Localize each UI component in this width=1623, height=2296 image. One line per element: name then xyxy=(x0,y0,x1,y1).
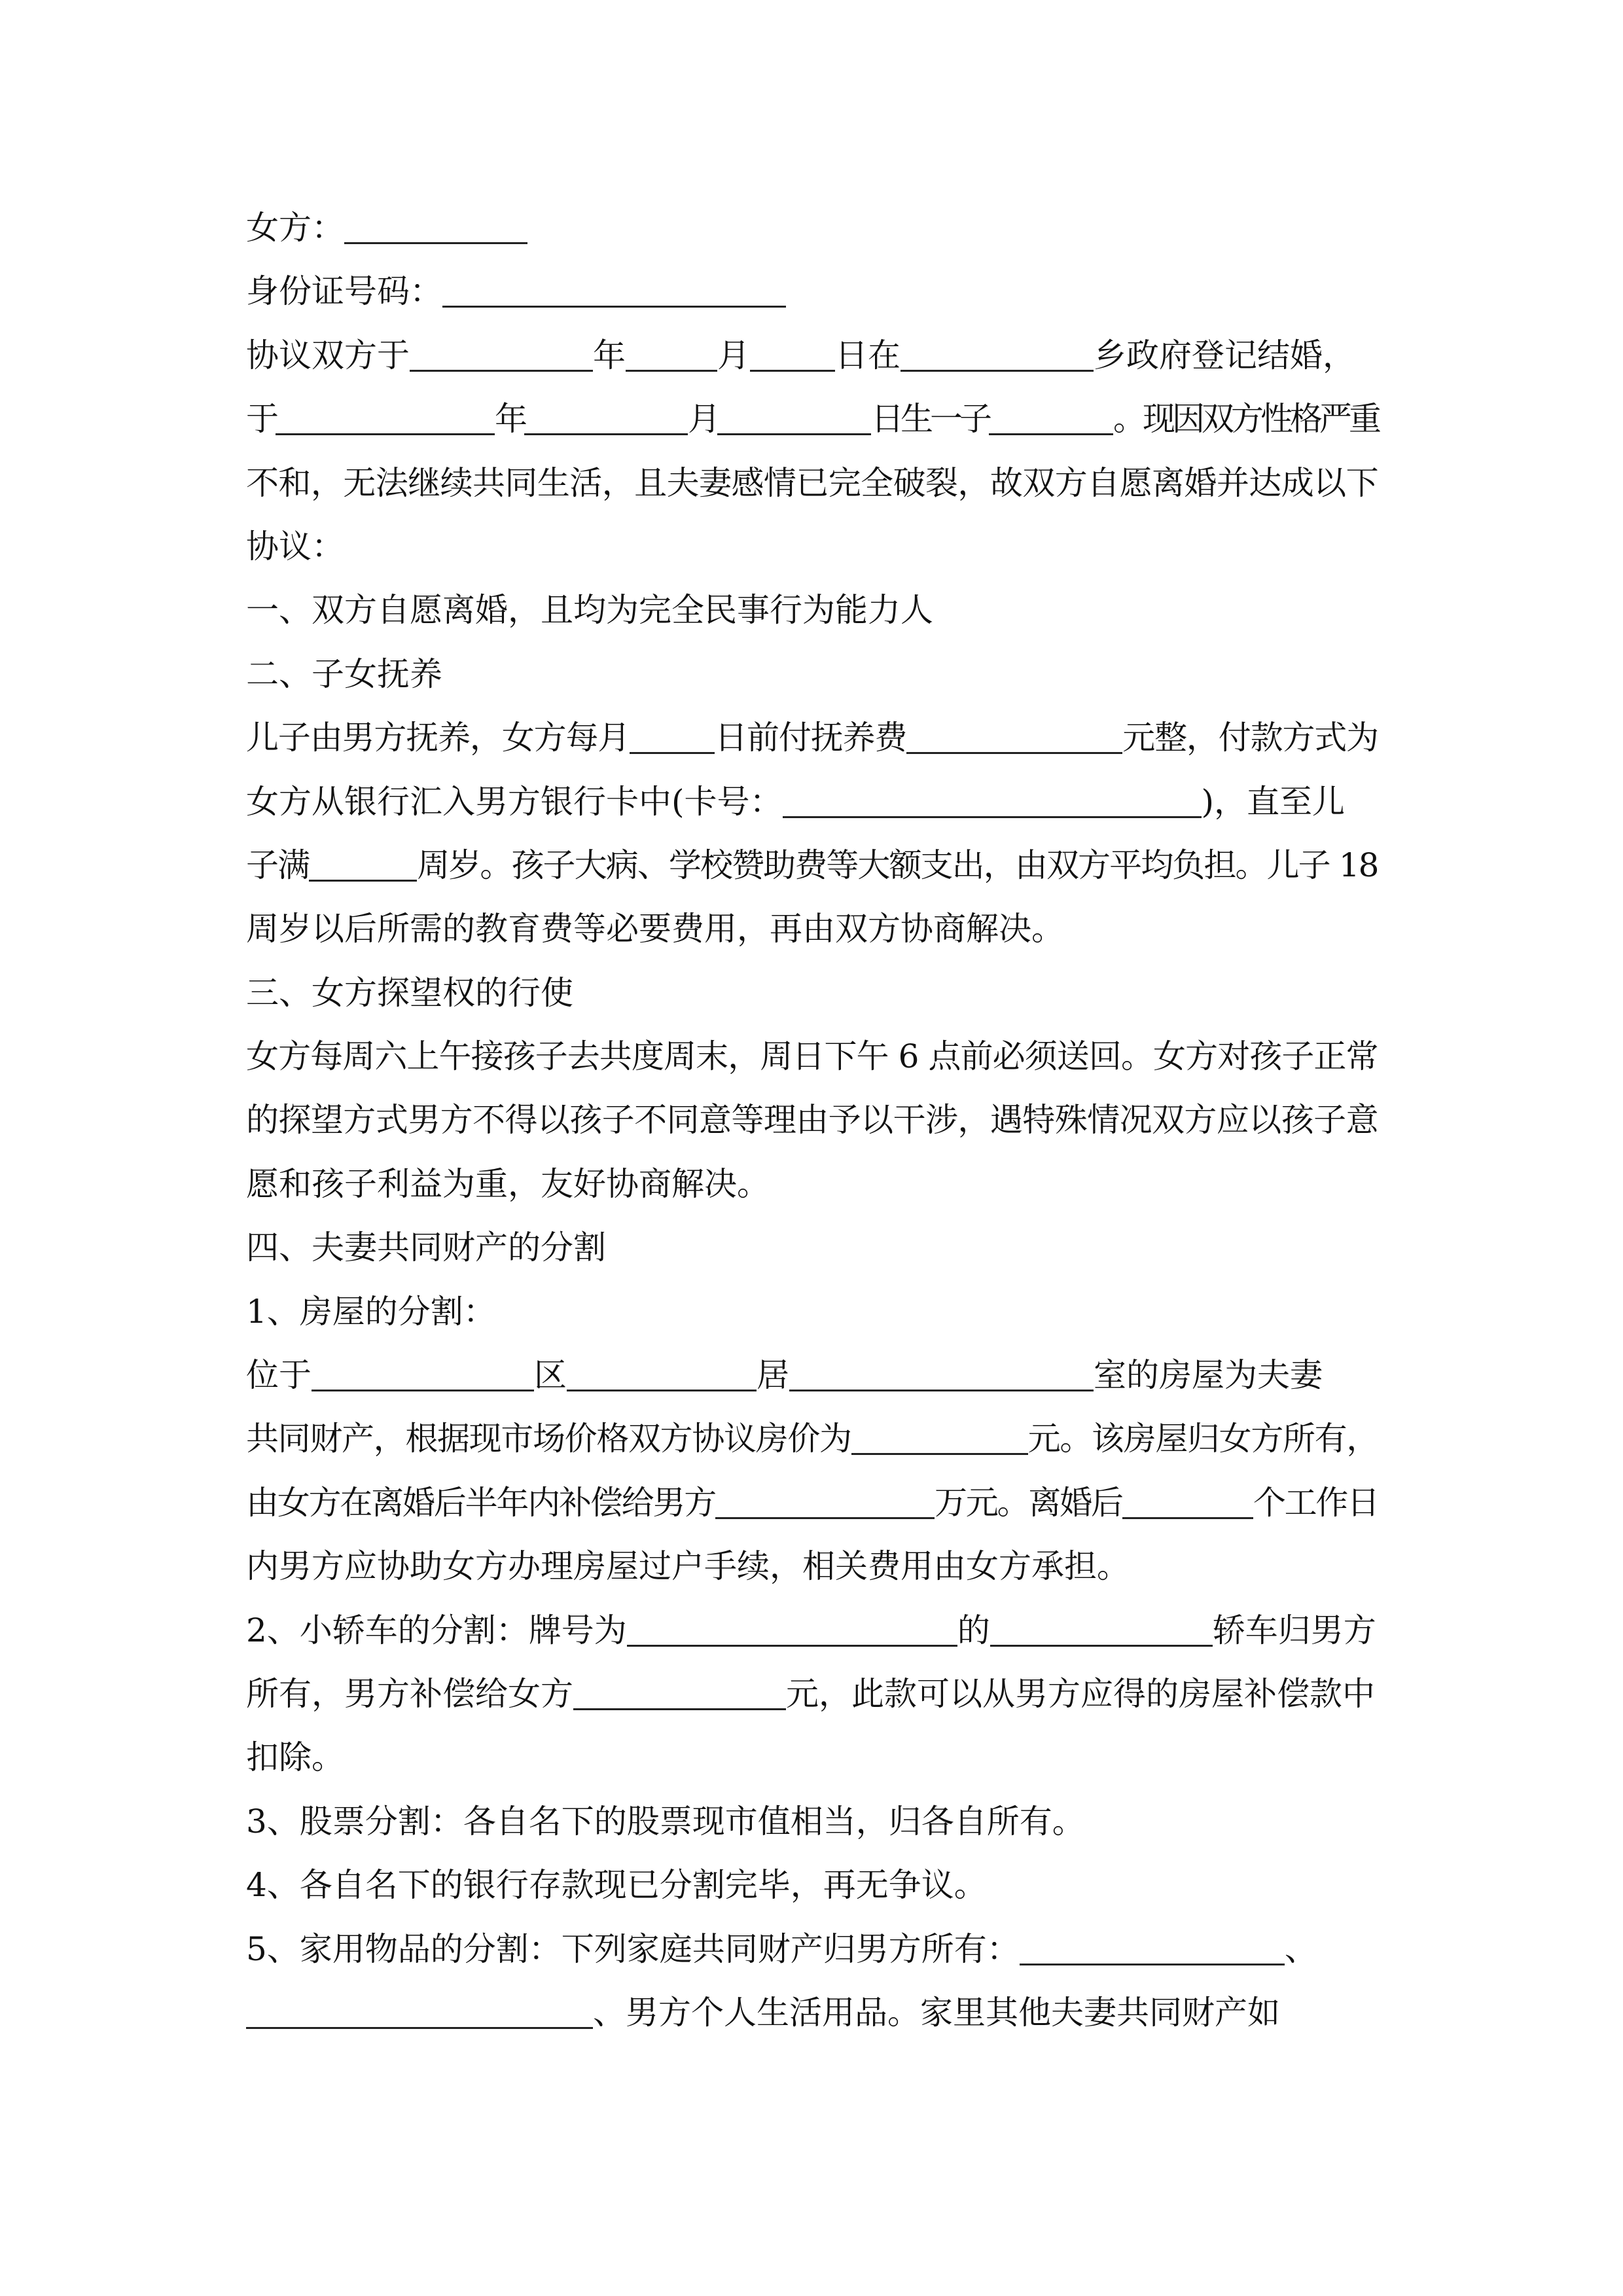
line-text: 所有，男方补偿给女方 xyxy=(246,1674,573,1713)
line-text: 子满 xyxy=(246,846,310,884)
line-text: 日前付抚养费 xyxy=(715,719,907,757)
line-text: 月 xyxy=(688,400,717,439)
fill-in-blank[interactable] xyxy=(276,433,495,435)
line-text: 个工作日 xyxy=(1253,1483,1379,1522)
line-text: 、男方个人生活用品。家里其他夫妻共同财产如 xyxy=(593,1993,1280,2032)
line-text: 愿和孩子利益为重，友好协商解决。 xyxy=(246,1164,770,1203)
line-text: 于 xyxy=(246,400,276,439)
doc-line xyxy=(246,1407,1378,1471)
line-text: 区 xyxy=(534,1356,567,1395)
line-text: 内男方应协助女方办理房屋过户手续，相关费用由女方承担。 xyxy=(246,1547,1130,1586)
line-text: 4、各自名下的银行存款现已分割完毕，再无争议。 xyxy=(246,1866,987,1905)
line-text: 、 xyxy=(1284,1929,1317,1968)
fill-in-blank[interactable] xyxy=(851,1453,1028,1455)
line-text: 居 xyxy=(757,1356,789,1395)
fill-in-blank[interactable] xyxy=(524,433,688,435)
doc-line xyxy=(246,897,1378,961)
doc-line xyxy=(246,1790,1378,1854)
line-text: 日生一子 xyxy=(871,400,989,439)
doc-line xyxy=(246,579,1378,642)
line-text: 一、双方自愿离婚，且均为完全民事行为能力人 xyxy=(246,591,933,630)
line-text: 。现因双方性格严重 xyxy=(1113,400,1378,439)
line-text: 女方每周六上午接孩子去共度周末，周日下午 6 点前必须送回。女方对孩子正常 xyxy=(246,1037,1378,1076)
line-text: 四、夫妻共同财产的分割 xyxy=(246,1229,606,1267)
fill-in-blank[interactable] xyxy=(309,880,417,882)
doc-line xyxy=(246,1918,1378,1981)
line-text: 三、女方探望权的行使 xyxy=(246,973,573,1012)
line-text: 2、小轿车的分割：牌号为 xyxy=(246,1611,627,1649)
fill-in-blank[interactable] xyxy=(783,816,1202,818)
fill-in-blank[interactable] xyxy=(717,433,871,435)
fill-in-blank[interactable] xyxy=(750,370,835,372)
doc-line xyxy=(246,1662,1378,1726)
doc-line xyxy=(246,961,1378,1025)
doc-line xyxy=(246,834,1378,897)
fill-in-blank[interactable] xyxy=(246,2027,593,2029)
fill-in-blank[interactable] xyxy=(989,433,1113,435)
line-text: 5、家用物品的分割：下列家庭共同财产归男方所有： xyxy=(246,1929,1020,1968)
line-text: 月 xyxy=(717,336,750,374)
doc-line xyxy=(246,1599,1378,1662)
line-text: 日在 xyxy=(835,336,901,374)
line-text: 轿车归男方 xyxy=(1212,1611,1376,1649)
fill-in-blank[interactable] xyxy=(573,1708,786,1710)
line-text: 3、股票分割：各自名下的股票现市值相当，归各自所有。 xyxy=(246,1802,1085,1840)
doc-line xyxy=(246,260,1378,323)
fill-in-blank[interactable] xyxy=(901,370,1094,372)
line-text: 乡政府登记结婚， xyxy=(1094,336,1355,374)
line-text: 协议： xyxy=(246,527,344,565)
fill-in-blank[interactable] xyxy=(1122,1517,1253,1519)
line-text: 位于 xyxy=(246,1356,312,1395)
fill-in-blank[interactable] xyxy=(626,370,717,372)
fill-in-blank[interactable] xyxy=(410,370,593,372)
line-text: 周岁以后所需的教育费等必要费用，再由双方协商解决。 xyxy=(246,910,1064,948)
line-text: 女方从银行汇入男方银行卡中(卡号： xyxy=(246,782,783,821)
doc-line xyxy=(246,1471,1378,1535)
line-text: 周岁。孩子大病、学校赞助费等大额支出，由双方平均负担。儿子 18 xyxy=(417,846,1378,884)
line-text: 协议双方于 xyxy=(246,336,410,374)
doc-line xyxy=(246,706,1378,770)
doc-line xyxy=(246,1344,1378,1407)
fill-in-blank[interactable] xyxy=(715,1517,935,1519)
line-text: 由女方在离婚后半年内补偿给男方 xyxy=(246,1483,715,1522)
doc-line xyxy=(246,1854,1378,1917)
doc-line xyxy=(246,324,1378,387)
doc-line xyxy=(246,1726,1378,1789)
line-text: 儿子由男方抚养，女方每月 xyxy=(246,719,630,757)
line-text: )，直至儿 xyxy=(1201,782,1346,821)
fill-in-blank[interactable] xyxy=(990,1645,1213,1647)
line-text: 元整，付款方式为 xyxy=(1122,719,1379,757)
line-text: 的探望方式男方不得以孩子不同意等理由予以干涉，遇特殊情况双方应以孩子意 xyxy=(246,1101,1378,1139)
fill-in-blank[interactable] xyxy=(789,1390,1094,1391)
doc-line xyxy=(246,515,1378,579)
fill-in-blank[interactable] xyxy=(627,1645,957,1647)
line-text: 1、房屋的分割： xyxy=(246,1292,496,1331)
doc-line xyxy=(246,1216,1378,1280)
line-text: 共同财产，根据现市场价格双方协议房价为 xyxy=(246,1420,851,1458)
fill-in-blank[interactable] xyxy=(312,1390,534,1391)
doc-line xyxy=(246,770,1378,834)
line-text: 不和，无法继续共同生活，且夫妻感情已完全破裂，故双方自愿离婚并达成以下 xyxy=(246,463,1378,502)
fill-in-blank[interactable] xyxy=(630,752,715,754)
doc-line xyxy=(246,643,1378,706)
fill-in-blank[interactable] xyxy=(442,306,786,308)
line-text: 元，此款可以从男方应得的房屋补偿款中 xyxy=(786,1674,1375,1713)
fill-in-blank[interactable] xyxy=(567,1390,757,1391)
fill-in-blank[interactable] xyxy=(344,242,527,244)
doc-line xyxy=(246,387,1378,451)
line-text: 万元。离婚后 xyxy=(935,1483,1122,1522)
line-text: 身份证号码： xyxy=(246,272,442,311)
line-text: 元。该房屋归女方所有， xyxy=(1027,1420,1379,1458)
doc-line xyxy=(246,1535,1378,1598)
line-text: 室的房屋为夫妻 xyxy=(1094,1356,1323,1395)
line-text: 年 xyxy=(593,336,626,374)
doc-line xyxy=(246,1153,1378,1216)
line-text: 的 xyxy=(957,1611,990,1649)
line-text: 二、子女抚养 xyxy=(246,655,442,693)
doc-line xyxy=(246,1088,1378,1152)
agreement-document xyxy=(246,196,1378,2045)
doc-line xyxy=(246,1025,1378,1088)
doc-line xyxy=(246,1981,1378,2045)
line-text: 年 xyxy=(495,400,524,439)
fill-in-blank[interactable] xyxy=(906,752,1122,754)
fill-in-blank[interactable] xyxy=(1020,1964,1285,1965)
line-text: 女方： xyxy=(246,209,344,247)
doc-line xyxy=(246,452,1378,515)
doc-line xyxy=(246,196,1378,260)
doc-line xyxy=(246,1280,1378,1344)
line-text: 扣除。 xyxy=(246,1738,344,1777)
